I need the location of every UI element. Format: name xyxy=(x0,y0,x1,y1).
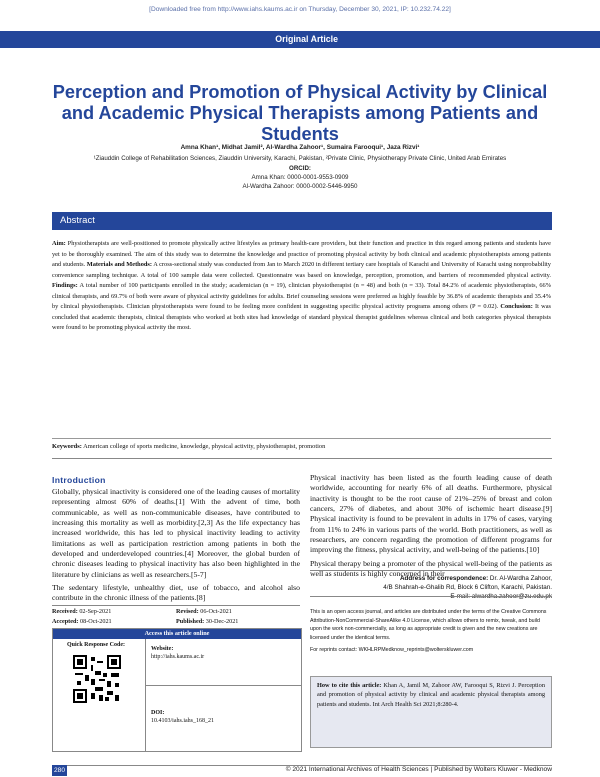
paragraph: Physical therapy being a promoter of the physical well-being of the patients as well as students is highly concerned in their xyxy=(310,558,552,579)
published-date: 30-Dec-2021 xyxy=(204,618,239,625)
license-block xyxy=(310,608,552,655)
dates-block xyxy=(52,607,300,627)
left-column xyxy=(52,487,300,607)
website-label: Website: xyxy=(151,646,174,652)
author-list: Amna Khan¹, Midhat Jamil², Al-Wardha Zahoor¹, Sumaira Farooqui¹, Jaza Rizvi¹ xyxy=(180,144,420,151)
keywords xyxy=(52,438,551,450)
accepted-label: Accepted: xyxy=(52,618,79,625)
section-heading: Introduction xyxy=(52,475,106,485)
qr-code-icon[interactable] xyxy=(73,655,121,703)
revised-date: 06-Oct-2021 xyxy=(198,608,232,615)
affiliation: ¹Ziauddin College of Rehabilitation Sciences, Ziauddin University, Karachi, Pakistan, ²Private Clinic, Physiotherapy Private Clinic, United Arab Emirates xyxy=(93,155,507,162)
paragraph: Globally, physical inactivity is considered one of the leading causes of mortality representing almost 60% of deaths.[1] With the advent of time, both communicable, as well as non-communicable diseases, have contributed to increasing this mortality as well as morbidity.[2,3] As the life expectancy has increased worldwide, this has led to physical inactivity leading to activity limitations as well as participation restriction among patients in both the developed and underdeveloped countries.[4] Moreover, the global burden of chronic diseases leading to physical inactivity has also been highlighted in the literature by clinicians as well as researchers.[5-7] xyxy=(52,487,300,579)
doi-cell xyxy=(151,709,296,725)
correspondence-address: 4/B Shahrah-e-Ghalib Rd, Block 6 Clifton, Karachi, Pakistan. xyxy=(383,584,552,591)
divider xyxy=(52,458,552,459)
received-date: 02-Sep-2021 xyxy=(77,608,112,615)
article-title: Perception and Promotion of Physical Activity by Clinical and Academic Physical Therapists among Patients and Students xyxy=(52,82,548,144)
qr-label: Quick Response Code: xyxy=(67,642,126,648)
footer-text: © 2021 International Archives of Health Sciences | Published by Wolters Kluwer - Medknow xyxy=(285,766,552,773)
access-box xyxy=(52,628,302,752)
findings-label: Findings: xyxy=(52,282,78,290)
citation-box xyxy=(310,676,552,748)
correspondence-name: Dr. Al-Wardha Zahoor, xyxy=(488,575,552,582)
doi-label: DOI: xyxy=(151,710,165,716)
findings-text: A total number of 100 participants enrolled in the study; academician (n = 19), clinician physiotherapist (n = 48) and both (n = 33). Total 84.2% of academic physiotherapists, 66% clinical therapists, and 69.7% of both were aware of physical activity guidelines for adults. Brief counseling sessions were preferred as highly feasible by 36.8% of academic therapists and 35.4% by clinical physiotherapists. Clinician physiotherapists were found to be feeling more confident in suggesting specific physical activity programs among others (P = 0.02). xyxy=(52,282,551,311)
website-link[interactable]: http://iahs.kaums.ac.ir xyxy=(151,654,205,660)
qr-cell xyxy=(53,639,146,751)
orcid-entry: Amna Khan: 0000-0001-9553-0909 xyxy=(251,174,349,181)
conclusion-label: Conclusion: xyxy=(500,303,533,311)
abstract-heading: Abstract xyxy=(60,215,95,226)
aim-label: Aim: xyxy=(52,240,66,247)
revised-label: Revised: xyxy=(176,608,199,615)
keywords-text: American college of sports medicine, knowledge, physical activity, physiotherapist, promotion xyxy=(81,443,326,450)
conclusion-text: It was concluded that academic therapists, clinical therapists who worked at both sites had knowledge of standard physical therapist guidelines whereas clinical and both categories physical therapists were found to be promoting physical activity the most. xyxy=(52,303,551,332)
abstract-header xyxy=(52,212,552,230)
keywords-label: Keywords: xyxy=(52,443,82,450)
paragraph: The sedentary lifestyle, unhealthy diet, use of tobacco, and alcohol also contribute in the chronic illness of the patients.[8] xyxy=(52,583,300,603)
divider xyxy=(310,596,552,597)
citation-label: How to cite this article: xyxy=(317,682,382,689)
website-cell xyxy=(151,645,296,661)
access-bar: Access this article online xyxy=(53,629,301,639)
published-label: Published: xyxy=(176,618,205,625)
accepted-date: 08-Oct-2021 xyxy=(78,618,112,625)
divider xyxy=(310,570,552,571)
reprints-text: For reprints contact: WKHLRPMedknow_reprints@wolterskluwer.com xyxy=(310,647,474,654)
right-column xyxy=(310,473,552,582)
download-notice: [Downloaded free from http://www.iahs.kaums.ac.ir on Thursday, December 30, 2021, IP: 10.232.74.22] xyxy=(149,6,451,13)
article-type: Original Article xyxy=(275,34,338,44)
orcid-entry: Al-Wardha Zahoor: 0000-0002-5446-9950 xyxy=(242,183,358,190)
citation-text: Khan A, Jamil M, Zahoor AW, Farooqui S, Rizvi J. Perception and promotion of physical activity by clinical and academic physical therapists among patients and students. Int Arch Health Sci 2021;8:280-4. xyxy=(317,682,545,708)
license-text: This is an open access journal, and articles are distributed under the terms of the Creative Commons Attribution-NonCommercial-ShareAlike 4.0 License, which allows others to remix, tweak, and build upon the work non-commercially, as long as appropriate credit is given and the new creations are licensed under the identical terms. xyxy=(310,609,547,641)
page-number: 280 xyxy=(53,767,65,774)
orcid-label: ORCID: xyxy=(289,165,311,172)
received-label: Received: xyxy=(52,608,78,615)
divider xyxy=(52,605,300,606)
correspondence-email[interactable]: E-mail: alwardha.zahoor@zu.edu.pk xyxy=(450,593,552,600)
aim-text: Physiotherapists are well-positioned to promote physically active lifestyles as primary health-care providers, but their function and practice in this regard among patients and students have yet to be thoroughly examined. The aim of this study was to determine the knowledge and practice of promoting physical activity by both clinical and academic physiotherapists among patients and students. xyxy=(52,240,551,269)
methods-text: A cross-sectional study was conducted from Jan to March 2020 in different tertiary care hospitals of Karachi and University of Karachi using nonprobability convenience sampling technique. A total of 100 sample data were collected. Questionnaire was based on knowledge, perception, promotion, and barriers of recommended physical activity. xyxy=(52,261,551,279)
divider xyxy=(145,685,301,686)
doi-link[interactable]: 10.4103/iahs.iahs_168_21 xyxy=(151,718,214,724)
methods-label: Materials and Methods: xyxy=(86,261,152,269)
abstract-body xyxy=(52,239,551,334)
paragraph: Physical inactivity has been listed as the fourth leading cause of death worldwide, accounting for nearly 6% of all deaths. Furthermore, physical inactivity is thought to be the root cause of 21%–25% of breast and colon cancers, 27% of diabetes, and about 30% of ischemic heart disease.[9] Physical inactivity is found to be prevalent in adults in 17% of cases, varying from 11% to 24% in various parts of the world. Both practitioners, as well as researchers, are concern regarding the promotion of different programs for improving the fitness, physical activity, and well-being of the patients.[10] xyxy=(310,473,552,555)
correspondence-label: Address for correspondence: xyxy=(400,575,489,582)
